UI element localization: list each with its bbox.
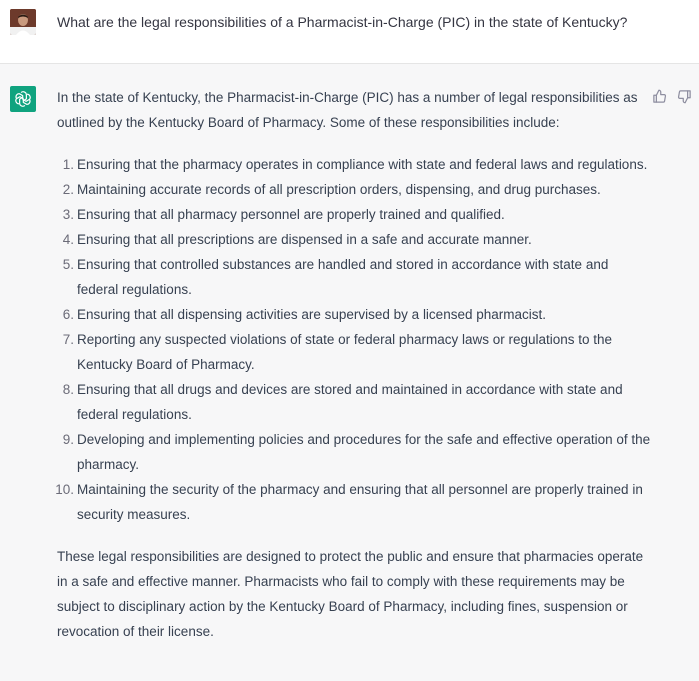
- list-item-number: 3.: [62, 207, 74, 222]
- list-item-number: 9.: [62, 432, 74, 447]
- list-item: [57, 252, 657, 302]
- list-item: [57, 152, 657, 177]
- list-item-number: 4.: [62, 232, 74, 247]
- list-item: [57, 427, 657, 477]
- list-item-text: Ensuring that controlled substances are handled and stored in accordance with state and federal regulations.: [77, 257, 609, 297]
- list-item: [57, 377, 657, 427]
- assistant-message-row: [0, 64, 699, 681]
- list-item-number: 1.: [62, 157, 74, 172]
- list-item-number: 7.: [62, 332, 74, 347]
- list-item: [57, 302, 657, 327]
- list-item-number: 5.: [62, 257, 74, 272]
- list-item-text: Ensuring that all drugs and devices are stored and maintained in accordance with state and federal regulations.: [77, 382, 623, 422]
- list-item-text: Maintaining the security of the pharmacy and ensuring that all personnel are properly trained in security measures.: [77, 482, 643, 522]
- list-item: [57, 202, 657, 227]
- list-item-number: 2.: [62, 182, 74, 197]
- list-item-text: Ensuring that all dispensing activities are supervised by a licensed pharmacist.: [77, 307, 546, 322]
- list-item-number: 10.: [55, 482, 74, 497]
- list-item-text: Reporting any suspected violations of state or federal pharmacy laws or regulations to the Kentucky Board of Pharmacy.: [77, 332, 613, 372]
- list-item: [57, 177, 657, 202]
- list-item: [57, 227, 657, 252]
- list-item-text: Ensuring that the pharmacy operates in compliance with state and federal laws and regulations.: [77, 157, 648, 172]
- user-message-row: [0, 0, 699, 64]
- openai-logo-icon: [10, 86, 36, 112]
- list-item-number: 8.: [62, 382, 74, 397]
- list-item-text: Developing and implementing policies and procedures for the safe and effective operation of the pharmacy.: [77, 432, 651, 472]
- responsibilities-list: [57, 152, 657, 527]
- list-item-text: Ensuring that all pharmacy personnel are properly trained and qualified.: [77, 207, 505, 222]
- list-item: [57, 477, 657, 527]
- list-item-text: Maintaining accurate records of all prescription orders, dispensing, and drug purchases.: [77, 182, 601, 197]
- assistant-outro: These legal responsibilities are designed to protect the public and ensure that pharmacies operate in a safe and effective manner. Pharmacists who fail to comply with these requirements may be subject to disciplinary action by the Kentucky Board of Pharmacy, including fines, suspension or revocation of their license.: [57, 549, 644, 639]
- list-item-number: 6.: [62, 307, 74, 322]
- user-avatar: [10, 9, 36, 35]
- list-item: [57, 327, 657, 377]
- assistant-intro: In the state of Kentucky, the Pharmacist-in-Charge (PIC) has a number of legal responsibilities as outlined by the Kentucky Board of Pharmacy. Some of these responsibilities include:: [57, 90, 638, 130]
- user-message-text: What are the legal responsibilities of a Pharmacist-in-Charge (PIC) in the state of Kentucky?: [57, 14, 628, 30]
- thumbs-down-icon[interactable]: [676, 88, 692, 104]
- list-item-text: Ensuring that all prescriptions are dispensed in a safe and accurate manner.: [77, 232, 532, 247]
- assistant-message-content: [57, 85, 657, 644]
